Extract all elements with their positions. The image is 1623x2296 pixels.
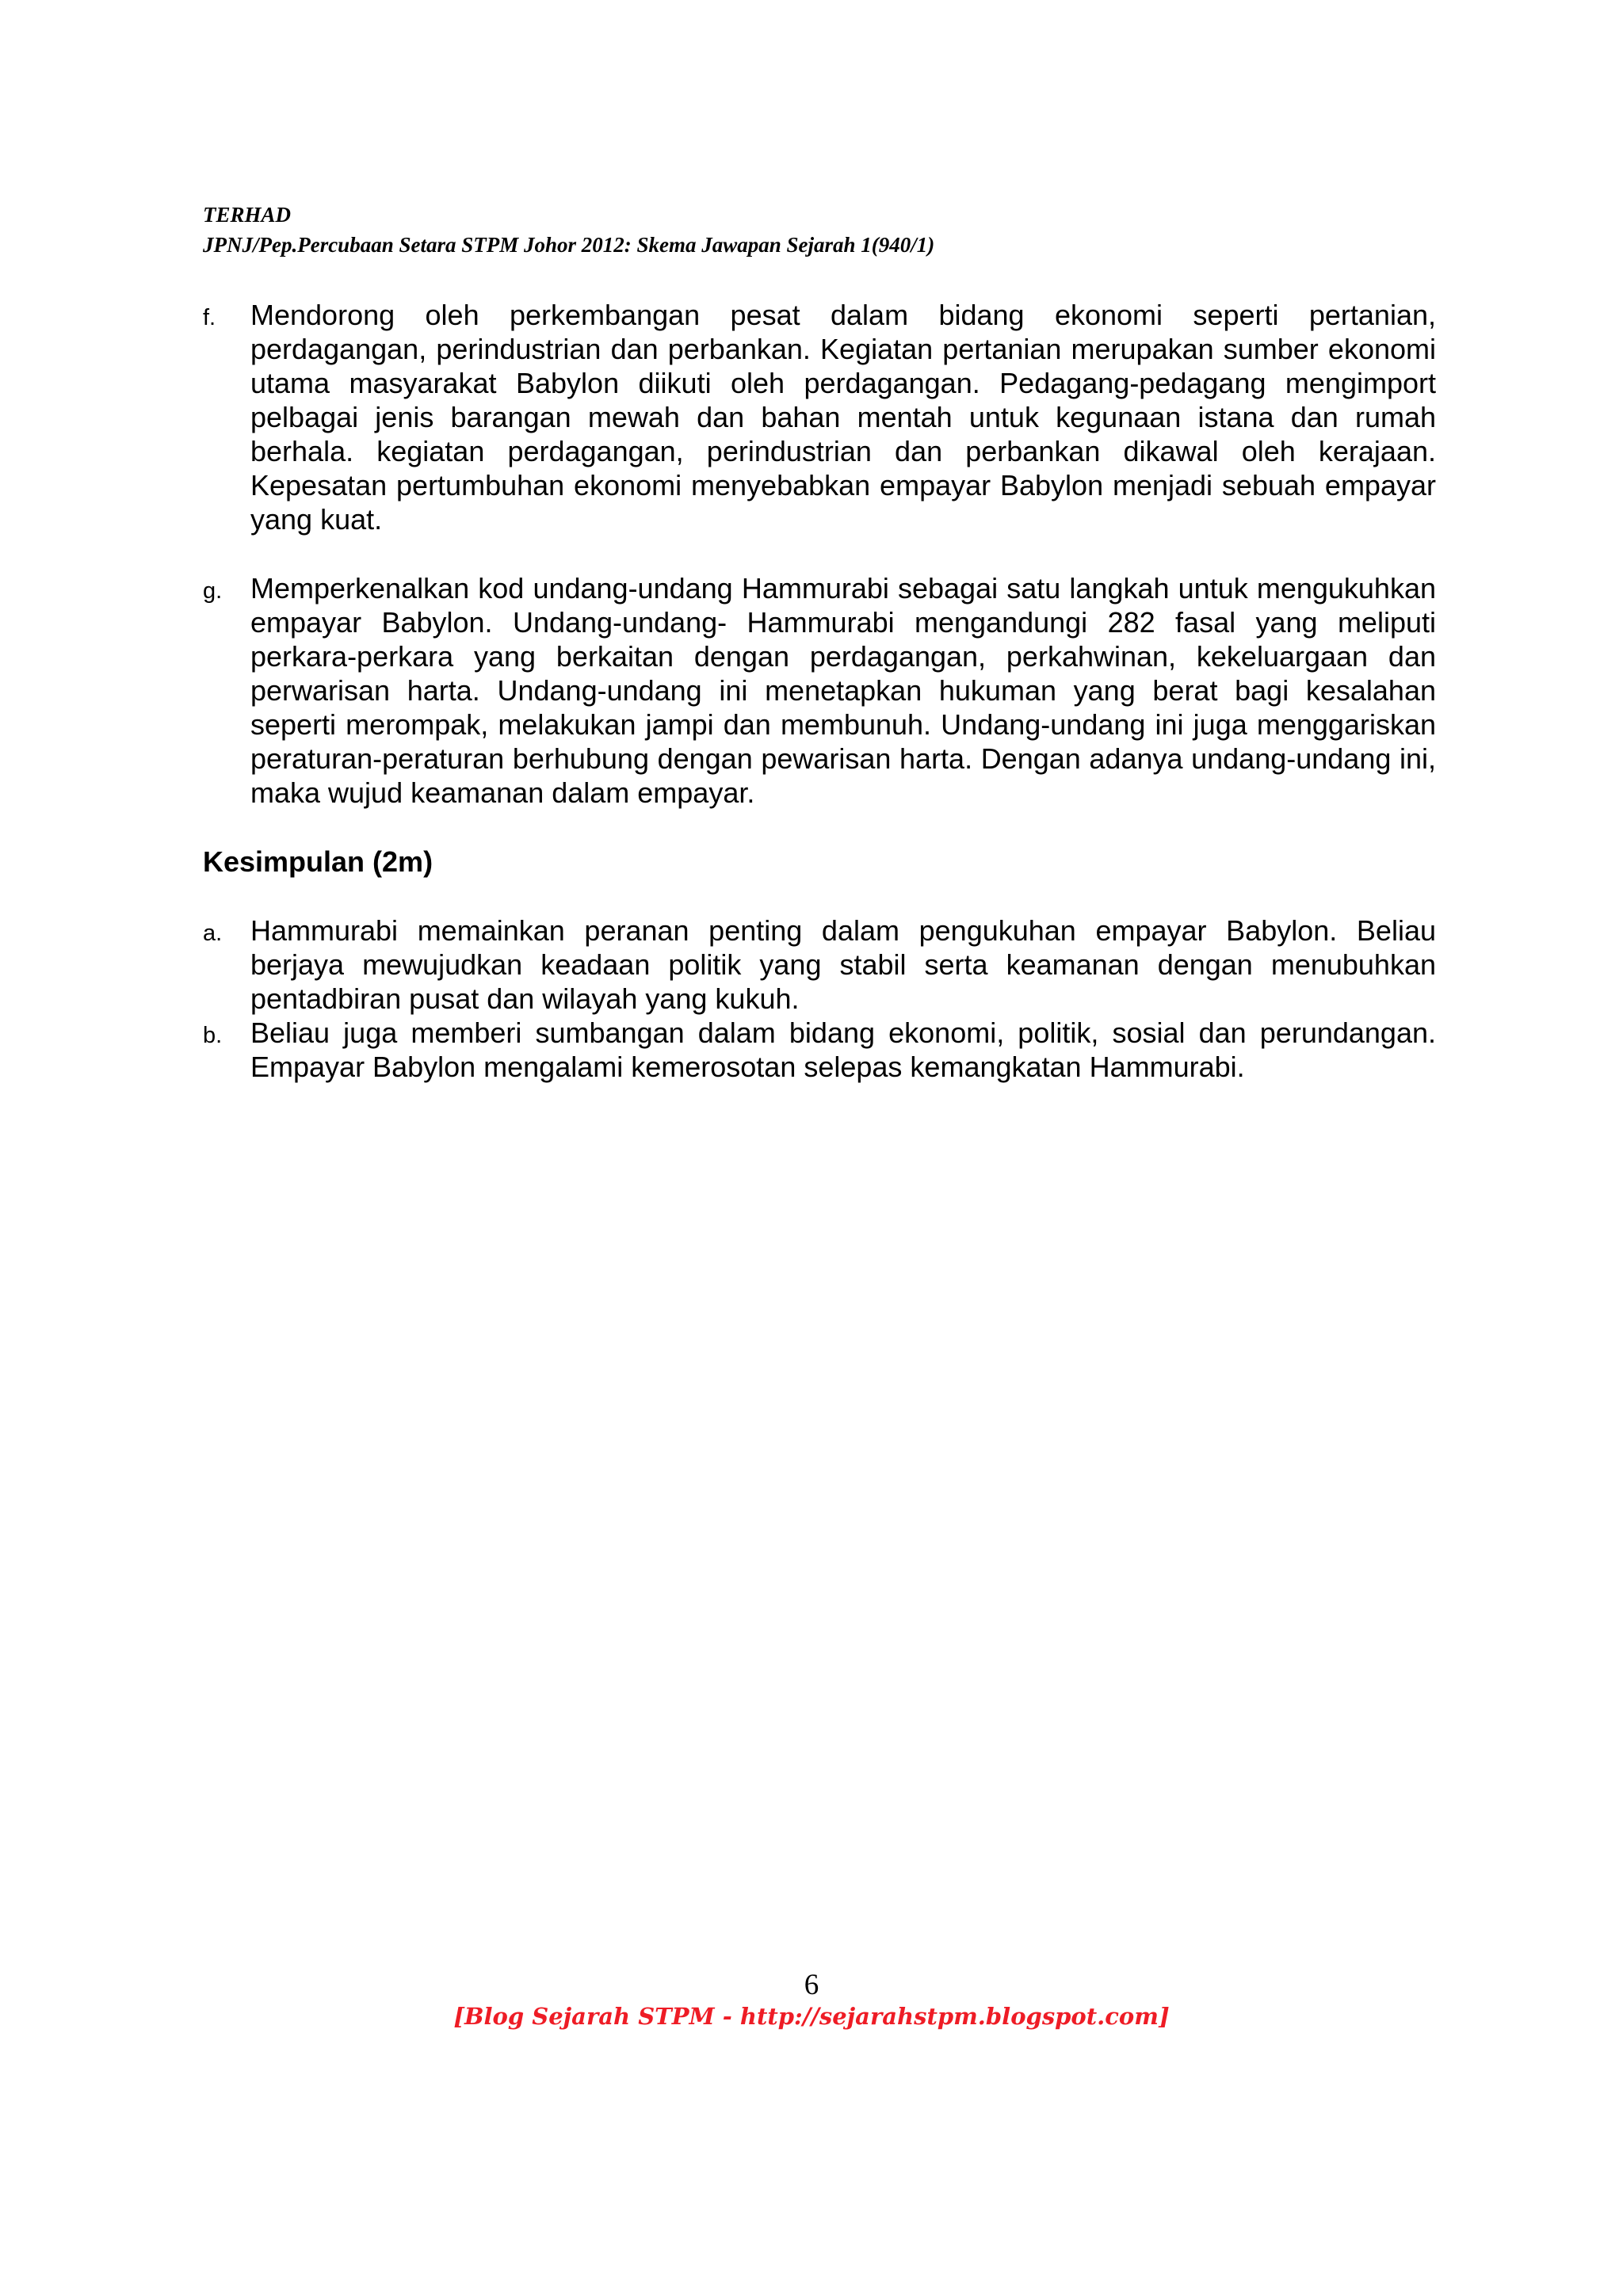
document-body <box>203 298 1436 1084</box>
conclusion-heading: Kesimpulan (2m) <box>203 845 433 878</box>
document-header <box>203 200 1439 260</box>
header-reference: JPNJ/Pep.Percubaan Setara STPM Johor 2012: Skema Jawapan Sejarah 1(940/1) <box>203 233 935 257</box>
header-classification: TERHAD <box>203 203 292 227</box>
list-item-g <box>203 571 1436 810</box>
list-marker: b. <box>203 1023 223 1048</box>
list-item-text: Mendorong oleh perkembangan pesat dalam bidang ekonomi seperti pertanian, perdagangan, perindustrian dan perbankan. Kegiatan pertanian merupakan sumber ekonomi utama masyarakat Babylon diikuti oleh perdagangan. Pedagang-pedagang mengimport pelbagai jenis barangan mewah dan bahan mentah untuk kegunaan istana dan rumah berhala. kegiatan perdagangan, perindustrian dan perbankan dikawal oleh kerajaan. Kepesatan pertumbuhan ekonomi menyebabkan empayar Babylon menjadi sebuah empayar yang kuat. <box>250 299 1436 536</box>
list-item-text: Beliau juga memberi sumbangan dalam bidang ekonomi, politik, sosial dan perundangan. Empayar Babylon mengalami kemerosotan selepas kemangkatan Hammurabi. <box>250 1016 1436 1083</box>
list-marker: f. <box>203 305 216 330</box>
footer-blog-link[interactable]: [Blog Sejarah STPM - http://sejarahstpm.blogspot.com] <box>453 2003 1170 2030</box>
list-marker: a. <box>203 921 223 946</box>
list-marker: g. <box>203 578 223 604</box>
conclusion-item-a <box>203 913 1436 1016</box>
page-number: 6 <box>804 1969 819 2001</box>
list-item-f <box>203 298 1436 536</box>
list-item-text: Hammurabi memainkan peranan penting dalam pengukuhan empayar Babylon. Beliau berjaya mewujudkan keadaan politik yang stabil serta keamanan dengan menubuhkan pentadbiran pusat dan wilayah yang kukuh. <box>250 914 1436 1015</box>
list-item-text: Memperkenalkan kod undang-undang Hammurabi sebagai satu langkah untuk mengukuhkan empayar Babylon. Undang-undang- Hammurabi mengandungi 282 fasal yang meliputi perkara-perkara yang berkaitan dengan perdagangan, perkahwinan, kekeluargaan dan perwarisan harta. Undang-undang ini menetapkan hukuman yang berat bagi kesalahan seperti merompak, melakukan jampi dan membunuh. Undang-undang ini juga menggariskan peraturan-peraturan berhubung dengan pewarisan harta. Dengan adanya undang-undang ini, maka wujud keamanan dalam empayar. <box>250 572 1436 809</box>
conclusion-item-b <box>203 1016 1436 1084</box>
